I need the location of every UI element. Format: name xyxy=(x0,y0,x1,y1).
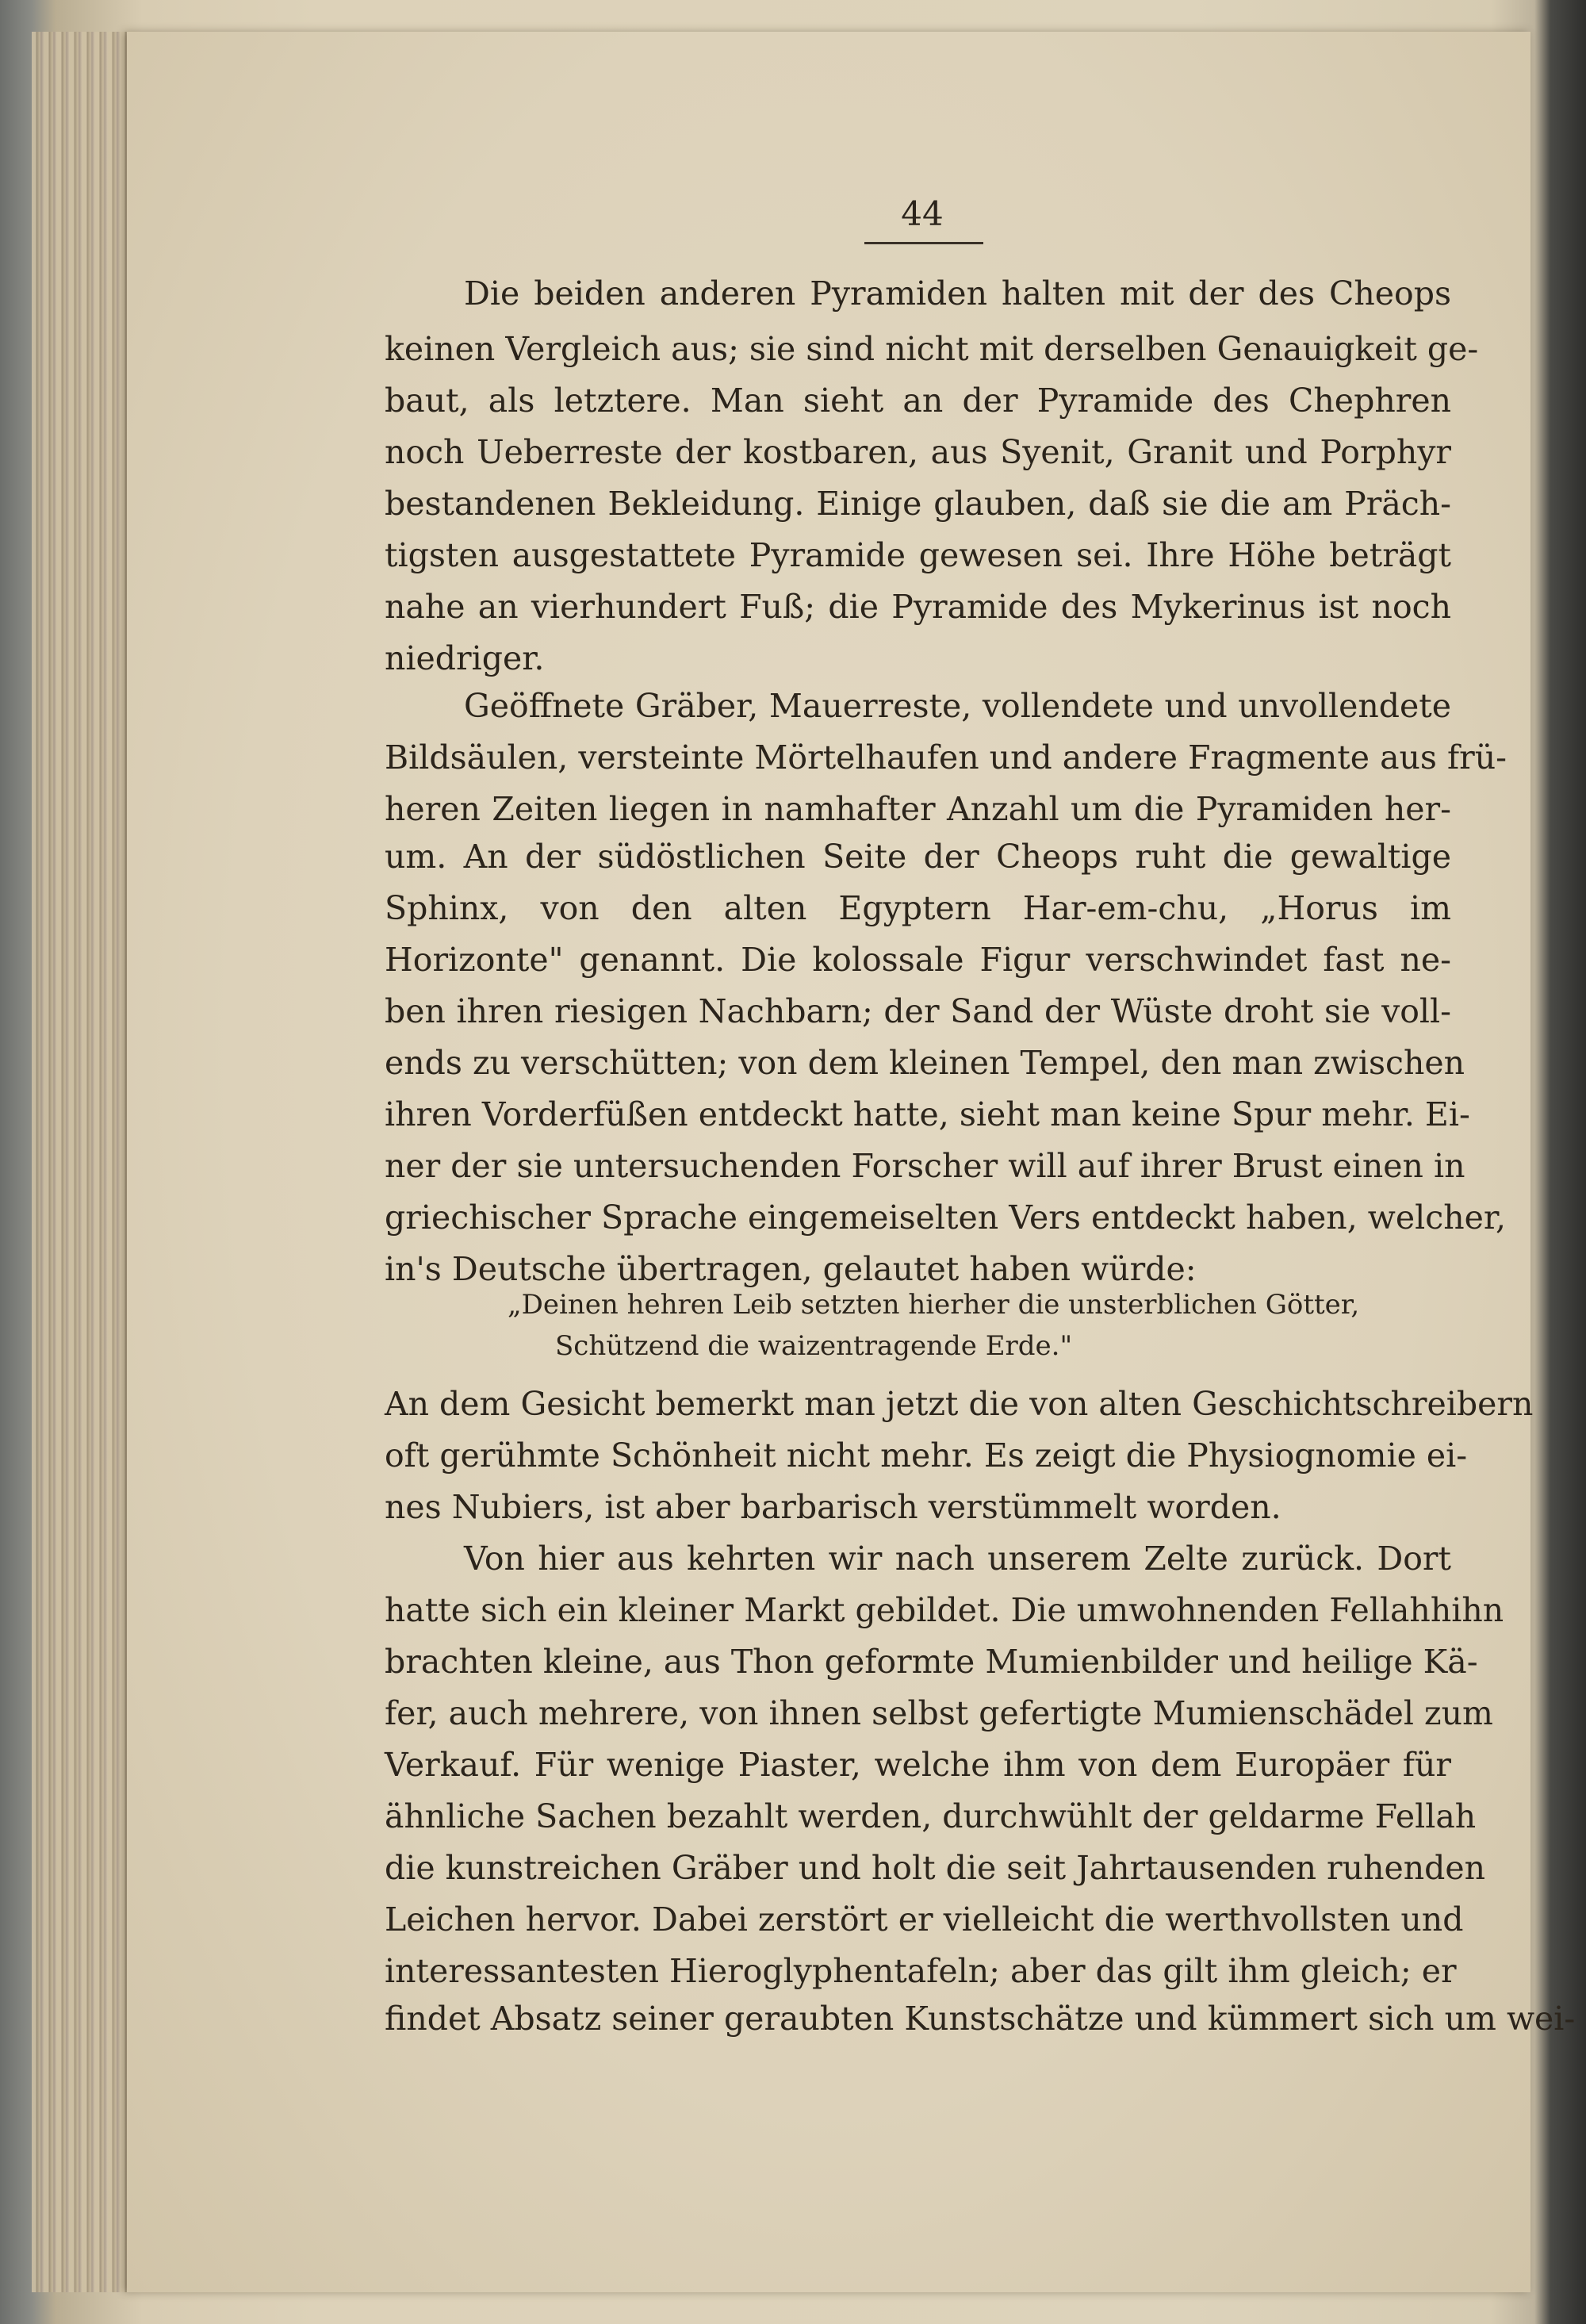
text-line: ihren Vorderfüßen entdeckt hatte, sieht man keine Spur mehr. Ei- xyxy=(385,1095,1470,1133)
text-line: Sphinx, von den alten Egyptern Har-em-chu, „Horus im xyxy=(385,889,1451,927)
text-line: nes Nubiers, ist aber barbarisch verstümmelt worden. xyxy=(385,1488,1281,1526)
text-line: tigsten ausgestattete Pyramide gewesen sei. Ihre Höhe beträgt xyxy=(385,536,1451,574)
text-line: um. An der südöstlichen Seite der Cheops ruht die gewaltige xyxy=(385,838,1451,876)
text-line: ends zu verschütten; von dem kleinen Tempel, den man zwischen xyxy=(385,1044,1465,1082)
text-line: nahe an vierhundert Fuß; die Pyramide des Mykerinus ist noch xyxy=(385,588,1451,626)
text-line: ähnliche Sachen bezahlt werden, durchwühlt der geldarme Fellah xyxy=(385,1797,1477,1835)
text-line: Leichen hervor. Dabei zerstört er vielleicht die werthvollsten und xyxy=(385,1900,1464,1939)
text-line: Die beiden anderen Pyramiden halten mit der des Cheops xyxy=(464,274,1451,313)
text-line: findet Absatz seiner geraubten Kunstschätze und kümmert sich um wei- xyxy=(385,2000,1576,2038)
text-line: in's Deutsche übertragen, gelautet haben würde: xyxy=(385,1250,1197,1288)
text-line: fer, auch mehrere, von ihnen selbst gefertigte Mumienschädel zum xyxy=(385,1694,1493,1732)
text-line: bestandenen Bekleidung. Einige glauben, daß sie die am Präch- xyxy=(385,485,1451,523)
text-line: heren Zeiten liegen in namhafter Anzahl um die Pyramiden her- xyxy=(385,790,1451,828)
text-line: Horizonte" genannt. Die kolossale Figur verschwindet fast ne- xyxy=(385,941,1451,979)
text-line: niedriger. xyxy=(385,639,545,677)
text-line: griechischer Sprache eingemeiselten Vers entdeckt haben, welcher, xyxy=(385,1198,1506,1237)
text-line: Bildsäulen, versteinte Mörtelhaufen und andere Fragmente aus frü- xyxy=(385,738,1507,777)
text-line: keinen Vergleich aus; sie sind nicht mit derselben Genauigkeit ge- xyxy=(385,330,1479,368)
text-line: Verkauf. Für wenige Piaster, welche ihm von dem Europäer für xyxy=(385,1746,1451,1784)
text-line: ner der sie untersuchenden Forscher will auf ihrer Brust einen in xyxy=(385,1147,1465,1185)
verse-line: „Deinen hehren Leib setzten hierher die unsterblichen Götter, xyxy=(508,1289,1360,1321)
text-line: brachten kleine, aus Thon geformte Mumienbilder und heilige Kä- xyxy=(385,1643,1478,1681)
text-line: hatte sich ein kleiner Markt gebildet. Die umwohnenden Fellahhihn xyxy=(385,1591,1504,1629)
text-line: Von hier aus kehrten wir nach unserem Zelte zurück. Dort xyxy=(464,1540,1451,1578)
text-line: An dem Gesicht bemerkt man jetzt die von alten Geschichtschreibern xyxy=(385,1385,1534,1423)
text-line: die kunstreichen Gräber und holt die seit Jahrtausenden ruhenden xyxy=(385,1849,1486,1887)
verse-line: Schützend die waizentragende Erde." xyxy=(555,1330,1073,1362)
text-line: oft gerühmte Schönheit nicht mehr. Es zeigt die Physiognomie ei- xyxy=(385,1436,1468,1475)
text-line: ben ihren riesigen Nachbarn; der Sand der Wüste droht sie voll- xyxy=(385,992,1451,1030)
page-number-rule xyxy=(864,242,983,244)
page-edges xyxy=(32,32,127,2292)
text-line: baut, als letztere. Man sieht an der Pyramide des Chephren xyxy=(385,382,1451,420)
page-number: 44 xyxy=(901,194,944,233)
text-line: noch Ueberreste der kostbaren, aus Syenit, Granit und Porphyr xyxy=(385,433,1451,471)
text-line: interessantesten Hieroglyphentafeln; aber das gilt ihm gleich; er xyxy=(385,1952,1457,1990)
text-line: Geöffnete Gräber, Mauerreste, vollendete und unvollendete xyxy=(464,687,1451,725)
